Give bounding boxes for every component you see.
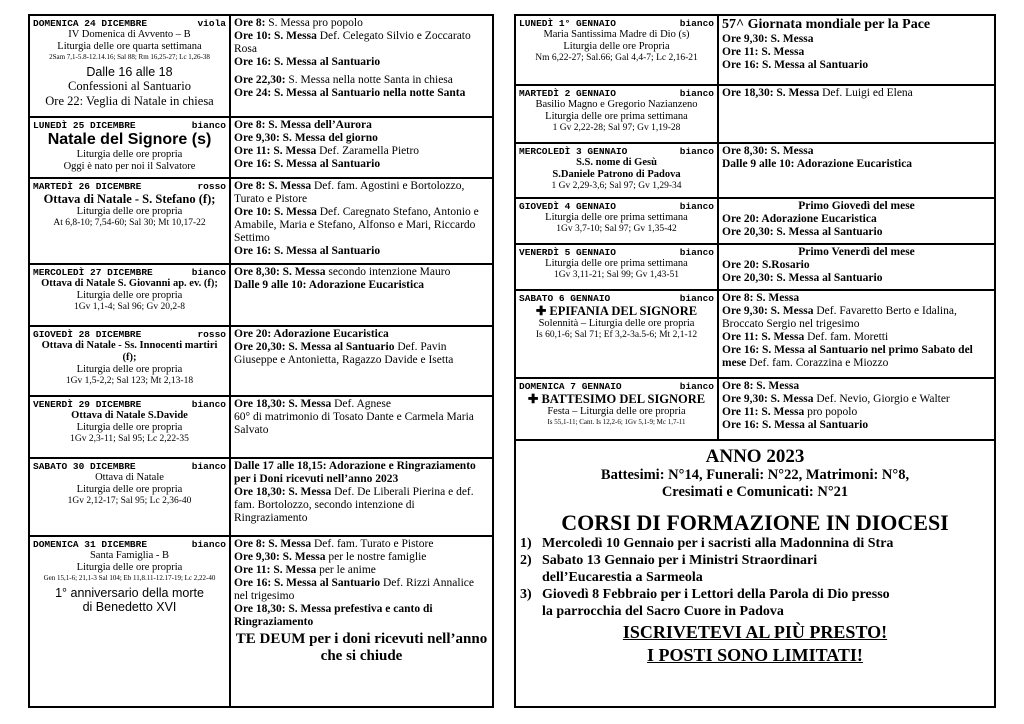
day-detail-line: Ottava di Natale S. Giovanni ap. ev. (f); — [41, 278, 218, 289]
schedule-line — [722, 59, 991, 72]
day-header — [519, 201, 714, 212]
schedule-intention: Def. Celegato Silvio e Zoccarato Rosa — [234, 30, 471, 55]
schedule-intention: Def. fam. Corazzina e Miozzo — [749, 357, 889, 369]
day-row — [30, 327, 492, 397]
day-name: DOMENICA 31 DICEMBRE — [33, 539, 148, 550]
day-name: SABATO 30 DICEMBRE — [33, 461, 136, 472]
day-row — [30, 179, 492, 265]
day-info — [30, 327, 231, 395]
schedule-line — [722, 292, 991, 305]
day-name: VENERDÌ 5 GENNAIO — [519, 247, 616, 258]
day-detail-line: Maria Santissima Madre di Dio (s) — [543, 29, 690, 40]
day-detail-line: Liturgia delle ore propria — [76, 290, 183, 301]
schedule-line — [234, 74, 489, 87]
day-detail-line: S.Daniele Patrono di Padova — [552, 169, 681, 180]
schedule-time: Ore 16: S. Messa al Santuario — [722, 59, 869, 71]
schedule-line — [722, 344, 991, 370]
schedule-intention: secondo intenzione Mauro — [328, 266, 451, 278]
day-info — [30, 16, 231, 116]
day-detail-line: Liturgia delle ore propria — [76, 484, 183, 495]
day-detail-line: Oggi è nato per noi il Salvatore — [63, 161, 196, 172]
schedule-time: Ore 20,30: S. Messa al Santuario — [722, 226, 883, 238]
schedule-intention: per le anime — [319, 564, 376, 576]
schedule-line — [722, 145, 991, 158]
schedule-line — [234, 538, 489, 551]
course-item — [520, 552, 990, 569]
day-detail-line: Liturgia delle ore quarta settimana — [57, 41, 202, 52]
schedule-time: Ore 16: S. Messa al Santuario — [234, 56, 381, 68]
schedule-time: Ore 16: S. Messa al Santuario — [234, 245, 381, 257]
schedule-line — [234, 411, 489, 437]
day-detail-line: Ottava di Natale - Ss. Innocenti martiri — [41, 340, 218, 351]
schedule-time: Dalle 17 alle 18,15: Adorazione e Ringraziamento per i Doni ricevuti nell’anno 2023 — [234, 460, 476, 485]
schedule-line — [234, 119, 489, 132]
schedule-time: Ore 11: S. Messa — [722, 331, 808, 343]
schedule-intention: Def. Luigi ed Elena — [822, 87, 913, 99]
day-event-title: 57^ Giornata mondiale per la Pace — [722, 17, 931, 32]
schedule-intention: Def. Favaretto Berto e Idalina, Broccato Sergio nel trigesimo — [722, 305, 957, 330]
liturgical-color: rosso — [197, 181, 226, 192]
day-detail-line: Santa Famiglia - B — [89, 550, 170, 561]
liturgical-color: bianco — [679, 88, 714, 99]
liturgical-color: bianco — [191, 539, 226, 550]
day-row — [516, 144, 994, 199]
schedule-time: Ore 8,30: S. Messa — [722, 145, 814, 157]
left-schedule-column — [28, 14, 494, 708]
schedule-time: Ore 20,30: S. Messa al Santuario — [722, 272, 883, 284]
schedule-line — [234, 398, 489, 411]
mass-schedule — [231, 118, 492, 177]
schedule-time: Ore 8,30: S. Messa — [234, 266, 329, 278]
day-row — [30, 118, 492, 179]
schedule-line — [722, 272, 991, 285]
schedule-time: Ore 9,30: S. Messa del giorno — [234, 132, 378, 144]
day-name: SABATO 6 GENNAIO — [519, 293, 611, 304]
schedule-intention: S. Messa nella notte Santa in chiesa — [288, 74, 453, 86]
liturgical-color: rosso — [197, 329, 226, 340]
schedule-line — [722, 87, 991, 100]
day-row — [30, 459, 492, 537]
schedule-time: Ore 8: S. Messa — [234, 538, 314, 550]
schedule-line — [234, 17, 489, 30]
schedule-line — [722, 380, 991, 393]
schedule-line — [722, 46, 991, 59]
schedule-time: Dalle 9 alle 10: Adorazione Eucaristica — [722, 158, 913, 170]
schedule-time: Ore 8: S. Messa dell’Aurora — [234, 119, 372, 131]
day-name: VENERDÌ 29 DICEMBRE — [33, 399, 142, 410]
liturgical-color: bianco — [191, 267, 226, 278]
annual-summary-box — [516, 441, 994, 671]
day-detail-line: 1Gv 3,11-21; Sal 99; Gv 1,43-51 — [554, 270, 679, 280]
day-header — [33, 267, 226, 278]
schedule-line — [722, 331, 991, 344]
mass-schedule — [719, 199, 994, 243]
day-detail-line: ✚ EPIFANIA DEL SIGNORE — [535, 304, 698, 318]
day-info — [516, 16, 719, 84]
day-event-title: Primo Venerdì del mese — [798, 246, 915, 258]
day-name: GIOVEDÌ 4 GENNAIO — [519, 201, 616, 212]
day-detail-line: Liturgia delle ore propria — [76, 206, 183, 217]
schedule-line — [234, 245, 489, 258]
day-row — [30, 16, 492, 118]
day-event-title: Primo Giovedì del mese — [798, 200, 915, 212]
day-row — [516, 245, 994, 291]
day-header — [519, 146, 714, 157]
day-row — [30, 397, 492, 459]
schedule-time: Ore 18,30: S. Messa — [234, 486, 335, 498]
schedule-line — [234, 564, 489, 577]
schedule-time: Ore 18,30: S. Messa — [722, 87, 823, 99]
day-info — [516, 291, 719, 377]
day-name: DOMENICA 7 GENNAIO — [519, 381, 622, 392]
mass-schedule — [719, 379, 994, 439]
course-item — [520, 569, 990, 586]
liturgical-color: bianco — [679, 18, 714, 29]
day-detail-line: 1Gv 2,3-11; Sal 95; Lc 2,22-35 — [70, 434, 189, 444]
courses-title: CORSI DI FORMAZIONE IN DIOCESI — [561, 510, 949, 535]
schedule-time: Ore 20: S.Rosario — [722, 259, 810, 271]
day-info — [30, 118, 231, 177]
day-header — [33, 181, 226, 192]
schedule-intention: Def. fam. Moretti — [807, 331, 889, 343]
schedule-time: Ore 9,30: S. Messa — [722, 33, 814, 45]
day-row — [516, 86, 994, 144]
course-item — [520, 603, 990, 620]
schedule-time: Ore 16: S. Messa al Santuario — [234, 158, 381, 170]
mass-schedule — [719, 144, 994, 197]
course-text: Sabato 13 Gennaio per i Ministri Straordinari — [542, 553, 818, 568]
schedule-line — [234, 145, 489, 158]
schedule-line — [722, 259, 991, 272]
schedule-time: Ore 9,30: S. Messa — [722, 305, 817, 317]
day-detail-line: IV Domenica di Avvento – B — [68, 29, 191, 40]
day-detail-line: Liturgia delle ore prima settimana — [545, 258, 688, 269]
right-schedule-rows — [516, 16, 994, 441]
day-detail-line: 1Gv 1,5-2,2; Sal 123; Mt 2,13-18 — [65, 376, 194, 386]
day-name: LUNEDÌ 25 DICEMBRE — [33, 120, 136, 131]
course-text: la parrocchia del Sacro Cuore in Padova — [542, 604, 784, 619]
schedule-time: Ore 10: S. Messa — [234, 30, 320, 42]
day-name: MARTEDÌ 26 DICEMBRE — [33, 181, 142, 192]
day-header — [33, 399, 226, 410]
mass-schedule — [719, 86, 994, 142]
day-detail-line: Is 60,1-6; Sal 71; Ef 3,2-3a.5-6; Mt 2,1-12 — [535, 330, 698, 340]
day-header — [519, 18, 714, 29]
day-detail-line: Basilio Magno e Gregorio Nazianzeno — [535, 99, 698, 110]
day-info — [30, 537, 231, 706]
schedule-line — [234, 158, 489, 171]
signup-call-1: ISCRIVETEVI AL PIÙ PRESTO! — [622, 622, 888, 642]
mass-schedule — [719, 291, 994, 377]
day-name: DOMENICA 24 DICEMBRE — [33, 18, 148, 29]
course-list — [520, 535, 990, 620]
schedule-line — [234, 30, 489, 56]
schedule-time: Dalle 9 alle 10: Adorazione Eucaristica — [234, 279, 425, 291]
schedule-time: Ore 8: — [234, 17, 269, 29]
day-name: MERCOLEDÌ 27 DICEMBRE — [33, 267, 153, 278]
day-detail-line: Liturgia delle ore propria — [76, 149, 183, 160]
day-name: LUNEDÌ 1° GENNAIO — [519, 18, 616, 29]
day-row — [516, 199, 994, 245]
course-item — [520, 586, 990, 603]
te-deum-note: TE DEUM per i doni ricevuti nell’anno che si chiude — [235, 631, 488, 664]
schedule-time: Ore 16: S. Messa al Santuario nel primo Sabato del mese — [722, 344, 973, 369]
schedule-intention: Def. fam. Agostini e Bortolozzo, Turato e Pistore — [234, 180, 465, 205]
mass-schedule — [231, 265, 492, 325]
day-detail-line: Nm 6,22-27; Sal.66; Gal 4,4-7; Lc 2,16-21 — [535, 53, 698, 63]
day-row — [516, 291, 994, 379]
day-detail-line: Dalle 16 alle 18 — [86, 65, 173, 79]
schedule-intention: pro popolo — [807, 406, 858, 418]
day-detail-line: Liturgia delle ore Propria — [563, 41, 670, 52]
schedule-line — [234, 486, 489, 525]
course-text: Mercoledì 10 Gennaio per i sacristi alla Madonnina di Stra — [542, 536, 894, 551]
schedule-line — [234, 328, 489, 341]
schedule-line — [722, 213, 991, 226]
schedule-line — [234, 341, 489, 367]
schedule-intention: Def. Zaramella Pietro — [319, 145, 420, 157]
day-info — [30, 397, 231, 457]
schedule-line — [234, 87, 489, 100]
day-detail-line: 1Gv 2,12-17; Sal 95; Lc 2,36-40 — [67, 496, 192, 506]
day-detail-line: Ottava di Natale — [95, 472, 164, 483]
schedule-intention: Def. Rizzi Annalice nel trigesimo — [234, 577, 474, 602]
day-detail-line: Liturgia delle ore propria — [76, 364, 183, 375]
year-stats-line-1: Battesimi: N°14, Funerali: N°22, Matrimoni: N°8, — [600, 467, 910, 483]
liturgical-color: bianco — [191, 461, 226, 472]
schedule-line — [234, 180, 489, 206]
year-title: ANNO 2023 — [705, 446, 805, 467]
schedule-line — [234, 132, 489, 145]
schedule-line — [234, 603, 489, 629]
day-name: MARTEDÌ 2 GENNAIO — [519, 88, 616, 99]
schedule-line — [234, 206, 489, 245]
schedule-line — [722, 393, 991, 406]
schedule-intention: 60° di matrimonio di Tosato Dante e Carmela Maria Salvato — [234, 411, 474, 436]
liturgical-color: bianco — [679, 201, 714, 212]
schedule-time: Ore 8: S. Messa — [722, 380, 800, 392]
day-info — [516, 245, 719, 289]
schedule-intention: Def. Nevio, Giorgio e Walter — [816, 393, 950, 405]
day-detail-line: 1 Gv 2,22-28; Sal 97; Gv 1,19-28 — [552, 123, 681, 133]
day-header — [519, 381, 714, 392]
schedule-line — [722, 158, 991, 171]
day-detail-line: Liturgia delle ore propria — [76, 562, 183, 573]
day-info — [30, 459, 231, 535]
year-stats-line-2: Cresimati e Comunicati: N°21 — [661, 484, 849, 500]
day-detail-line: (f); — [122, 352, 137, 363]
course-text: Giovedì 8 Febbraio per i Lettori della Parola di Dio presso — [542, 587, 890, 602]
schedule-line — [234, 577, 489, 603]
mass-schedule — [231, 16, 492, 116]
day-header — [33, 18, 226, 29]
schedule-time: Ore 11: S. Messa — [234, 145, 320, 157]
day-info — [516, 144, 719, 197]
schedule-time: Ore 11: S. Messa — [722, 46, 805, 58]
liturgical-color: bianco — [191, 399, 226, 410]
day-detail-line: ✚ BATTESIMO DEL SIGNORE — [527, 392, 706, 406]
course-text: dell’Eucarestia a Sarmeola — [542, 570, 703, 585]
schedule-intention: Def. Caregnato Stefano, Antonio e Amabile, Maria e Stefano, Alfonso e Mari, Riccardo Settimo — [234, 206, 479, 244]
day-detail-line: Liturgia delle ore propria — [76, 422, 183, 433]
schedule-intention: S. Messa pro popolo — [268, 17, 363, 29]
day-detail-line: Solennità – Liturgia delle ore propria — [538, 318, 695, 329]
schedule-line — [234, 56, 489, 69]
day-header — [33, 539, 226, 550]
schedule-time: Ore 16: S. Messa al Santuario — [722, 419, 869, 431]
day-header — [33, 461, 226, 472]
liturgical-color: bianco — [679, 247, 714, 258]
day-detail-line: At 6,8-10; 7,54-60; Sal 30; Mt 10,17-22 — [53, 218, 206, 228]
day-detail-line: Gen 15,1-6; 21,1-3 Sal 104; Eb 11,8.11-12.17-19; Lc 2,22-40 — [43, 574, 216, 582]
day-info — [516, 86, 719, 142]
day-detail-line: Liturgia delle ore prima settimana — [545, 212, 688, 223]
schedule-time: Ore 20: Adorazione Eucaristica — [234, 328, 389, 340]
day-header — [33, 120, 226, 131]
schedule-intention: Def. fam. Turato e Pistore — [313, 538, 434, 550]
course-number: 3) — [520, 587, 532, 602]
day-detail-line: Ore 22: Veglia di Natale in chiesa — [45, 94, 214, 108]
day-header — [33, 329, 226, 340]
day-header — [519, 247, 714, 258]
schedule-line — [234, 266, 489, 279]
mass-schedule — [719, 245, 994, 289]
schedule-line — [234, 460, 489, 486]
mass-schedule — [231, 397, 492, 457]
liturgical-color: bianco — [679, 146, 714, 157]
schedule-time: Ore 8: S. Messa — [722, 292, 800, 304]
schedule-time: Ore 9,30: S. Messa — [234, 551, 329, 563]
schedule-line — [722, 226, 991, 239]
liturgical-color: bianco — [191, 120, 226, 131]
day-row — [516, 16, 994, 86]
schedule-time: Ore 16: S. Messa al Santuario — [234, 577, 383, 589]
schedule-line — [234, 279, 489, 292]
schedule-line — [722, 305, 991, 331]
mass-schedule — [719, 16, 994, 84]
schedule-time: Ore 8: S. Messa — [234, 180, 314, 192]
schedule-intention: Def. Pavin Giuseppe e Antonietta, Ragazzo Davide e Isetta — [234, 341, 454, 366]
signup-call-2: I POSTI SONO LIMITATI! — [647, 645, 863, 665]
mass-schedule — [231, 179, 492, 263]
day-detail-line: 1Gv 1,1-4; Sal 96; Gv 20,2-8 — [73, 302, 186, 312]
day-row — [30, 537, 492, 706]
day-detail-line: 1 Gv 2,29-3,6; Sal 97; Gv 1,29-34 — [551, 181, 682, 191]
day-detail-line: Liturgia delle ore prima settimana — [545, 111, 688, 122]
course-number: 2) — [520, 553, 532, 568]
schedule-line — [722, 419, 991, 432]
liturgical-color: bianco — [679, 293, 714, 304]
course-number: 1) — [520, 536, 532, 551]
schedule-line — [722, 33, 991, 46]
day-info — [30, 265, 231, 325]
day-detail-line: 2Sam 7,1-5.8-12.14.16; Sal 88; Rm 16,25-27; Lc 1,26-38 — [49, 53, 210, 61]
day-detail-line: 1° anniversario della morte — [55, 586, 204, 600]
day-header — [519, 293, 714, 304]
schedule-line — [234, 551, 489, 564]
schedule-time: Ore 10: S. Messa — [234, 206, 320, 218]
right-schedule-column — [514, 14, 996, 708]
day-detail-line: Is 55,1-11; Cant. Is 12,2-6; 1Gv 5,1-9; Mc 1,7-11 — [547, 418, 686, 426]
day-detail-line: Festa – Liturgia delle ore propria — [547, 406, 686, 417]
liturgical-color: viola — [197, 18, 226, 29]
schedule-time: Ore 11: S. Messa — [722, 406, 808, 418]
day-detail-line: Natale del Signore (s) — [47, 131, 212, 148]
schedule-intention: Def. Agnese — [334, 398, 391, 410]
mass-schedule — [231, 537, 492, 706]
schedule-intention: per le nostre famiglie — [328, 551, 427, 563]
day-detail-line: Confessioni al Santuario — [68, 79, 191, 93]
schedule-time: Ore 24: S. Messa al Santuario nella notte Santa — [234, 87, 466, 99]
schedule-time: Ore 18,30: S. Messa — [234, 398, 335, 410]
day-detail-line: 1Gv 3,7-10; Sal 97; Gv 1,35-42 — [556, 224, 677, 234]
course-item — [520, 535, 990, 552]
day-info — [516, 199, 719, 243]
day-detail-line: Ottava di Natale - S. Stefano (f); — [43, 192, 216, 206]
schedule-time: Ore 20,30: S. Messa al Santuario — [234, 341, 398, 353]
day-name: MERCOLEDÌ 3 GENNAIO — [519, 146, 628, 157]
schedule-time: Ore 22,30: — [234, 74, 289, 86]
schedule-time: Ore 18,30: S. Messa prefestiva e canto di Ringraziamento — [234, 603, 433, 628]
schedule-time: Ore 9,30: S. Messa — [722, 393, 817, 405]
day-header — [519, 88, 714, 99]
day-detail-line: Ottava di Natale S.Davide — [71, 410, 188, 421]
day-row — [30, 265, 492, 327]
schedule-line — [722, 406, 991, 419]
day-row — [516, 379, 994, 441]
day-name: GIOVEDÌ 28 DICEMBRE — [33, 329, 142, 340]
schedule-intention: Def. De Liberali Pierina e def. fam. Bortolozzo, secondo intenzione di Ringraziamento — [234, 486, 474, 524]
mass-schedule — [231, 327, 492, 395]
liturgical-color: bianco — [679, 381, 714, 392]
day-detail-line: S.S. nome di Gesù — [576, 157, 657, 168]
schedule-time: Ore 11: S. Messa — [234, 564, 320, 576]
day-detail-line: di Benedetto XVI — [82, 600, 177, 614]
schedule-time: Ore 20: Adorazione Eucaristica — [722, 213, 877, 225]
mass-schedule — [231, 459, 492, 535]
day-info — [516, 379, 719, 439]
day-info — [30, 179, 231, 263]
